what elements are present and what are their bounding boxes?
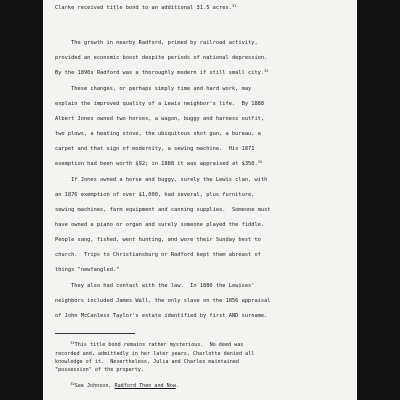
body-line: exemption had been worth $92; in 1888 it was appraised at $350.33 [55,160,263,167]
body-line: People sang, fished, went hunting, and wore their Sunday best to [55,237,261,243]
body-line: an 1876 exemption of over $1,000, had several, plus furniture, [55,192,255,198]
body-line: The growth in nearby Radford, primed by railroad activity, [55,40,258,46]
footnote-number: 32 [70,382,75,386]
footnote-line: recorded and, admittedly in her later years, Charlotte denied all [55,351,255,357]
footnote-separator [55,333,135,334]
footnote-marker: 33 [257,160,263,164]
body-line: Albert Jones owned two horses, a wagon, buggy and harness outfit, [55,116,265,122]
footnote-line: $^{32}$See Johnson, Radford Then and Now. [70,382,179,389]
body-line: They also had contact with the law. In 1880 the Lewises' [55,283,255,289]
body-line: of John McCanless Taylor's estate identified by first AND surname. [55,313,268,319]
footnote-marker: 32 [264,69,269,73]
body-line: explain the improved quality of a Lewis neighbor's life. By 1888 [55,101,265,107]
citation-title: Radford Then and Now [114,383,176,389]
body-line: neighbors included James Wall, the only slave on the 1856 appraisal [55,298,271,304]
body-line: These changes, or perhaps simply time and hard work, may [55,86,252,92]
footnote-line: "possession" of the property. [55,367,144,373]
footnote-marker: 31 [231,4,237,8]
footnote-number: 31 [70,341,75,345]
body-line: If Jones owned a horse and buggy, surely the Lewis clan, with [55,177,268,183]
body-line: have owned a piano or organ and surely someone played the fiddle. [55,222,265,228]
body-line: things "newfangled." [55,267,120,273]
body-line: church. Trips to Christiansburg or Radford kept them abreast of [55,252,261,258]
body-line: By the 1890s Radford was a thoroughly modern if still small city.$^{32}$ [55,69,269,76]
body-line: carpet and that sign of modernity, a sewing machine. His 1871 [55,146,255,152]
body-line: provided an economic boost despite periods of national depression. [55,55,268,61]
document-page [43,0,357,400]
footnote-line: knowledge of it. Nevertheless, Julia and Charles maintained [55,359,240,365]
body-line: sewing machines, farm equipment and canning supplies. Someone must [55,207,271,213]
body-line: two plows, a heating stove, the ubiquitous shot gun, a bureau, a [55,131,261,137]
body-line: Clarke received title bond to an additional 31.5 acres.$^{31}$ [55,4,237,11]
footnote-line: $^{31}$This title bond remains rather mysterious. No deed was [70,341,244,348]
